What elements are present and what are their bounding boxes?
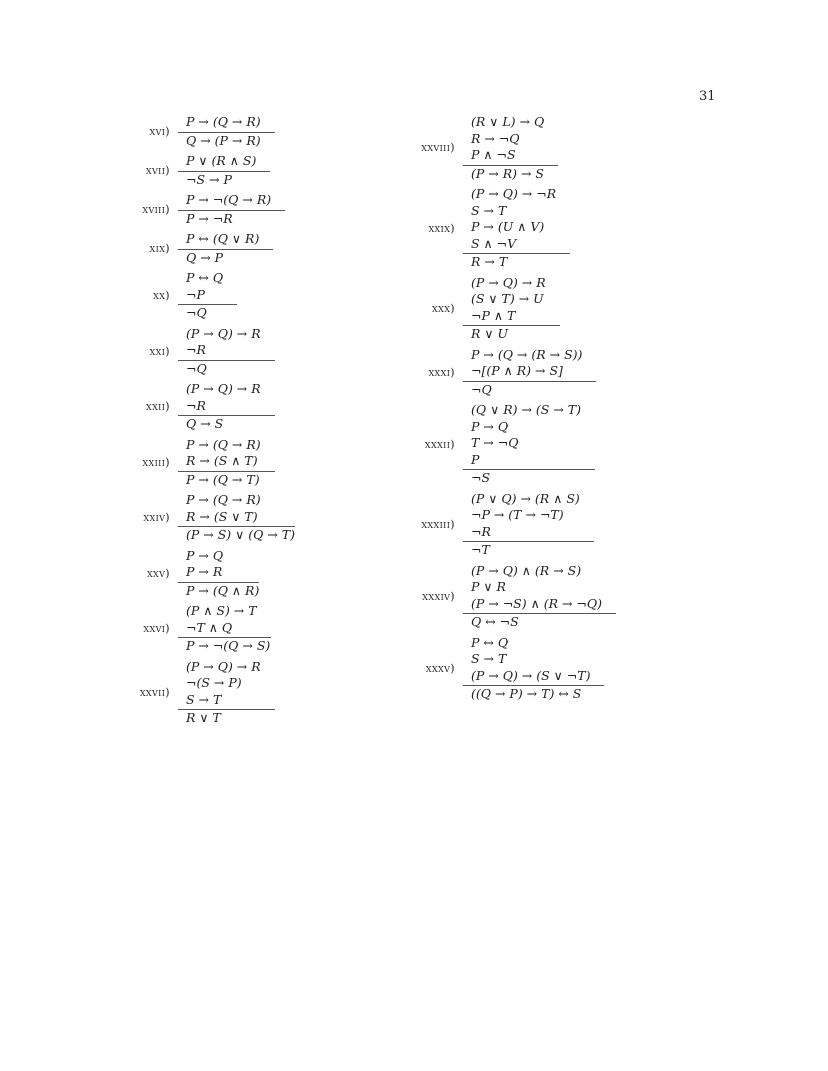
argument-item [120, 231, 295, 266]
premise-line: P → (Q → R) [186, 436, 261, 452]
argument-label: xxi) [149, 344, 170, 358]
argument-item [120, 492, 295, 543]
premise-line: ¬P [186, 286, 205, 302]
premise-line: R → ¬Q [471, 130, 520, 146]
premise-line: (P ∨ Q) → (R ∧ S) [471, 490, 580, 506]
conclusion-line: ¬Q [186, 360, 207, 376]
argument-label: xviii) [142, 202, 170, 216]
premise-line: R → (S ∧ T) [186, 453, 258, 468]
conclusion-line: ¬Q [186, 305, 207, 320]
conclusion-line: Q → P [186, 249, 224, 265]
right-column [405, 114, 616, 707]
premise-line: ¬R [186, 342, 206, 357]
conclusion-line: R ∨ T [186, 710, 221, 725]
premises [178, 270, 237, 305]
argument-body [178, 231, 273, 266]
argument-label: xvii) [145, 163, 170, 177]
left-column [120, 114, 295, 731]
premise-line: P ∧ ¬S [471, 147, 516, 162]
conclusion-line: P → ¬R [186, 210, 233, 226]
premise-line: ¬R [471, 523, 491, 539]
argument-item [405, 402, 616, 486]
conclusion-line: P → (Q ∧ R) [186, 582, 260, 598]
premise-line: R → (S ∨ T) [186, 508, 258, 524]
premise-line: P ↔ (Q ∨ R) [186, 231, 260, 246]
premises [463, 275, 560, 327]
premise-line: P → (U ∧ V) [471, 219, 545, 234]
conclusion-line: R → T [471, 254, 508, 269]
premise-line: (R ∨ L) → Q [471, 114, 545, 129]
premises [178, 231, 273, 250]
premise-line: P ↔ Q [471, 634, 509, 650]
premise-line: P ∨ R [471, 579, 506, 594]
premise-line: (S ∨ T) → U [471, 291, 544, 306]
argument-body [178, 659, 275, 727]
premise-line: (P ∧ S) → T [186, 603, 257, 618]
premises [463, 563, 616, 615]
argument-item [120, 326, 295, 377]
premise-line: ¬P ∧ T [471, 307, 516, 323]
argument-label: xxxii) [424, 437, 455, 451]
premise-line: S → T [471, 651, 507, 666]
argument-body [178, 437, 275, 488]
premise-line: S → T [186, 691, 222, 707]
premises [178, 659, 275, 711]
argument-body [178, 492, 295, 543]
argument-body [178, 548, 259, 599]
argument-body [463, 347, 596, 398]
argument-item [405, 563, 616, 631]
conclusion-line: (P → R) → S [471, 165, 544, 181]
premise-line: ¬[(P ∧ R) → S] [471, 363, 563, 378]
premises [178, 153, 270, 172]
argument-item [120, 270, 295, 321]
argument-label: xxxiii) [421, 517, 455, 531]
argument-label: xvi) [149, 124, 170, 138]
argument-body [463, 186, 570, 270]
premise-line: P → Q [471, 418, 509, 434]
premise-line: (Q ∨ R) → (S → T) [471, 402, 582, 417]
premises [178, 192, 285, 211]
conclusion-line: ¬S [471, 470, 491, 485]
argument-body [178, 270, 237, 321]
premise-line: S → T [471, 202, 507, 218]
premises [178, 492, 295, 527]
conclusion-line: ((Q → P) → T) ↔ S [471, 686, 582, 701]
premise-line: (P → Q) → R [186, 381, 261, 396]
argument-label: xxxv) [425, 661, 455, 675]
argument-body [178, 326, 275, 377]
premises [463, 402, 595, 470]
premise-line: ¬R [186, 397, 206, 413]
argument-label: xxvi) [143, 622, 170, 635]
premises [463, 491, 594, 543]
premise-line: P → (Q → R) [186, 492, 261, 507]
premise-line: (P → Q) → R [471, 274, 546, 290]
argument-label: xxxiv) [422, 589, 455, 603]
conclusion-line: P → ¬(Q → S) [186, 638, 271, 653]
argument-label: xxv) [146, 566, 170, 580]
premises [463, 114, 558, 166]
premise-line: P → R [186, 564, 223, 579]
argument-label: xxx) [432, 301, 455, 315]
conclusion-line: P → (Q → T) [186, 471, 260, 487]
argument-item [405, 347, 616, 398]
argument-item [120, 603, 295, 654]
argument-label: xxviii) [421, 141, 455, 155]
conclusion-line: Q → (P → R) [186, 132, 261, 148]
premise-line: P → ¬(Q → R) [186, 192, 272, 207]
premise-line: (P → Q) → ¬R [471, 186, 557, 201]
conclusion-line: R ∨ U [471, 326, 509, 341]
argument-body [463, 563, 616, 631]
argument-body [463, 114, 558, 182]
argument-item [405, 491, 616, 559]
argument-item [120, 381, 295, 432]
argument-body [463, 491, 594, 559]
argument-body [463, 402, 595, 486]
argument-body [178, 114, 275, 149]
argument-body [178, 381, 275, 432]
conclusion-line: ¬Q [471, 381, 492, 397]
argument-item [120, 153, 295, 188]
argument-body [178, 192, 285, 227]
premises [178, 326, 275, 361]
argument-body [463, 635, 604, 703]
premises [463, 186, 570, 254]
premise-line: ¬T ∧ Q [186, 619, 233, 635]
argument-item [405, 635, 616, 703]
premise-line: (P → Q) ∧ (R → S) [471, 562, 582, 578]
premise-line: ¬(S → P) [186, 675, 242, 690]
premises [178, 114, 275, 133]
premise-line: P ↔ Q [186, 270, 224, 285]
argument-item [120, 437, 295, 488]
premise-line: P [471, 451, 480, 467]
conclusion-line: ¬S → P [186, 171, 232, 187]
premise-line: T → ¬Q [471, 435, 519, 450]
argument-body [178, 153, 270, 188]
conclusion-line: Q → S [186, 416, 224, 431]
argument-label: xxxi) [428, 365, 455, 379]
argument-label: xx) [153, 289, 170, 302]
premise-line: (P → Q) → R [186, 325, 261, 341]
premise-line: (P → ¬S) ∧ (R → ¬Q) [471, 595, 603, 611]
premise-line: (P → Q) → R [186, 658, 261, 674]
premises [463, 347, 596, 382]
premise-line: P → (Q → R) [186, 114, 261, 129]
premise-line: P → Q [186, 547, 224, 563]
premise-line: P → (Q → (R → S)) [471, 346, 583, 362]
argument-item [405, 114, 616, 182]
premise-line: P ∨ (R ∧ S) [186, 153, 257, 168]
argument-item [120, 659, 295, 727]
argument-label: xxii) [145, 400, 170, 413]
argument-body [463, 275, 560, 343]
premise-line: ¬P → (T → ¬T) [471, 507, 564, 522]
argument-item [120, 192, 295, 227]
premise-line: (P → Q) → (S ∨ ¬T) [471, 667, 591, 683]
argument-item [120, 548, 295, 599]
premises [178, 603, 271, 638]
premises [178, 437, 275, 472]
page-number: 31 [699, 89, 716, 104]
argument-label: xxvii) [139, 685, 170, 699]
argument-label: xxix) [428, 221, 455, 235]
argument-label: xxiii) [142, 455, 170, 469]
premises [178, 548, 259, 583]
conclusion-line: Q ↔ ¬S [471, 614, 519, 629]
premises [178, 381, 275, 416]
argument-label: xix) [149, 241, 170, 255]
conclusion-line: (P → S) ∨ (Q → T) [186, 527, 296, 542]
premise-line: S ∧ ¬V [471, 235, 517, 251]
conclusion-line: ¬T [471, 542, 490, 557]
argument-body [178, 603, 271, 654]
argument-item [405, 186, 616, 270]
premises [463, 635, 604, 687]
argument-item [120, 114, 295, 149]
argument-item [405, 275, 616, 343]
argument-label: xxiv) [143, 511, 170, 524]
